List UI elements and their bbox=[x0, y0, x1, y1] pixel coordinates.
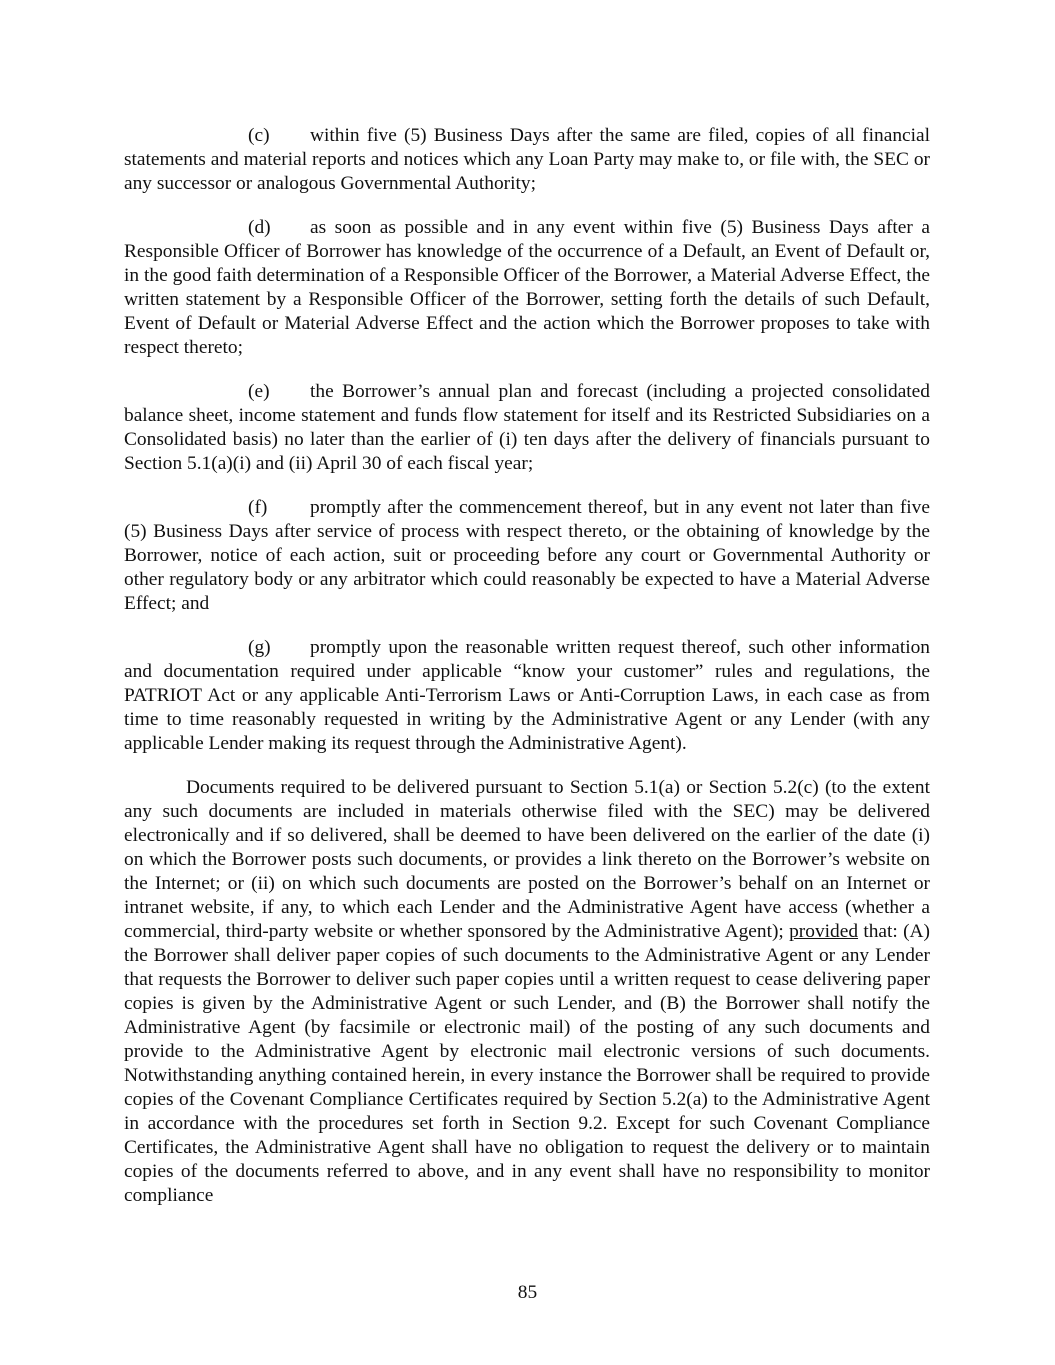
paragraph-e-text: the Borrower’s annual plan and forecast (including a projected consolidated balance sheet, income statement and funds flow statement for itself and its Restricted Subsidiaries on a Consolidated basis) no later than the earlier of (i) ten days after the delivery of financials pursuant to Section 5.1(a)(i) and (ii) April 30 of each fiscal year; bbox=[124, 381, 930, 474]
paragraph-g bbox=[124, 636, 930, 756]
page-number: 85 bbox=[517, 1282, 538, 1303]
paragraph-f bbox=[124, 496, 930, 616]
paragraph-c-text: within five (5) Business Days after the same are filed, copies of all financial statements and material reports and notices which any Loan Party may make to, or file with, the SEC or any successor or analogous Governmental Authority; bbox=[124, 125, 930, 194]
paragraph-documents-delivery bbox=[124, 776, 930, 1208]
paragraph-g-label: (g) bbox=[248, 637, 271, 658]
documents-delivery-text-part1: Documents required to be delivered pursuant to Section 5.1(a) or Section 5.2(c) (to the extent any such documents are included in materials otherwise filed with the SEC) may be delivered electronically and if so delivered, shall be deemed to have been delivered on the earlier of the date (i) on which the Borrower posts such documents, or provides a link thereto on the Borrower’s website on the Internet; or (ii) on which such documents are posted on the Borrower’s behalf on an Internet or intranet website, if any, to which each Lender and the Administrative Agent have access (whether a commercial, third-party website or whether sponsored by the Administrative Agent); bbox=[124, 777, 930, 942]
paragraph-d bbox=[124, 216, 930, 360]
paragraph-e bbox=[124, 380, 930, 476]
paragraph-c bbox=[124, 124, 930, 196]
paragraph-e-label: (e) bbox=[248, 381, 270, 402]
documents-delivery-text-part2: that: (A) the Borrower shall deliver paper copies of such documents to the Administrative Agent or any Lender that requests the Borrower to deliver such paper copies until a written request to cease delivering paper copies is given by the Administrative Agent or such Lender, and (B) the Borrower shall notify the Administrative Agent (by facsimile or electronic mail) of the posting of any such documents and provide to the Administrative Agent by electronic mail electronic versions of such documents. Notwithstanding anything contained herein, in every instance the Borrower shall be required to provide copies of the Covenant Compliance Certificates required by Section 5.2(a) to the Administrative Agent in accordance with the procedures set forth in Section 9.2. Except for such Covenant Compliance Certificates, the Administrative Agent shall have no obligation to request the delivery or to maintain copies of the documents referred to above, and in any event shall have no responsibility to monitor compliance bbox=[124, 921, 930, 1206]
provided-term: provided bbox=[789, 921, 859, 942]
paragraph-d-text: as soon as possible and in any event within five (5) Business Days after a Responsible Officer of Borrower has knowledge of the occurrence of a Default, an Event of Default or, in the good faith determination of a Responsible Officer of the Borrower, a Material Adverse Effect, the written statement by a Responsible Officer of the Borrower, setting forth the details of such Default, Event of Default or Material Adverse Effect and the action which the Borrower proposes to take with respect thereto; bbox=[124, 217, 930, 358]
document-body bbox=[124, 124, 930, 1208]
paragraph-g-text: promptly upon the reasonable written request thereof, such other information and documentation required under applicable “know your customer” rules and regulations, the PATRIOT Act or any applicable Anti-Terrorism Laws or Anti-Corruption Laws, in each case as from time to time reasonably requested in writing by the Administrative Agent or any Lender (with any applicable Lender making its request through the Administrative Agent). bbox=[124, 637, 930, 754]
paragraph-f-text: promptly after the commencement thereof, but in any event not later than five (5) Business Days after service of process with respect thereto, or the obtaining of knowledge by the Borrower, notice of each action, suit or proceeding before any court or Governmental Authority or other regulatory body or any arbitrator which could reasonably be expected to have a Material Adverse Effect; and bbox=[124, 497, 930, 614]
paragraph-c-label: (c) bbox=[248, 125, 270, 146]
paragraph-d-label: (d) bbox=[248, 217, 271, 238]
paragraph-f-label: (f) bbox=[248, 497, 268, 518]
